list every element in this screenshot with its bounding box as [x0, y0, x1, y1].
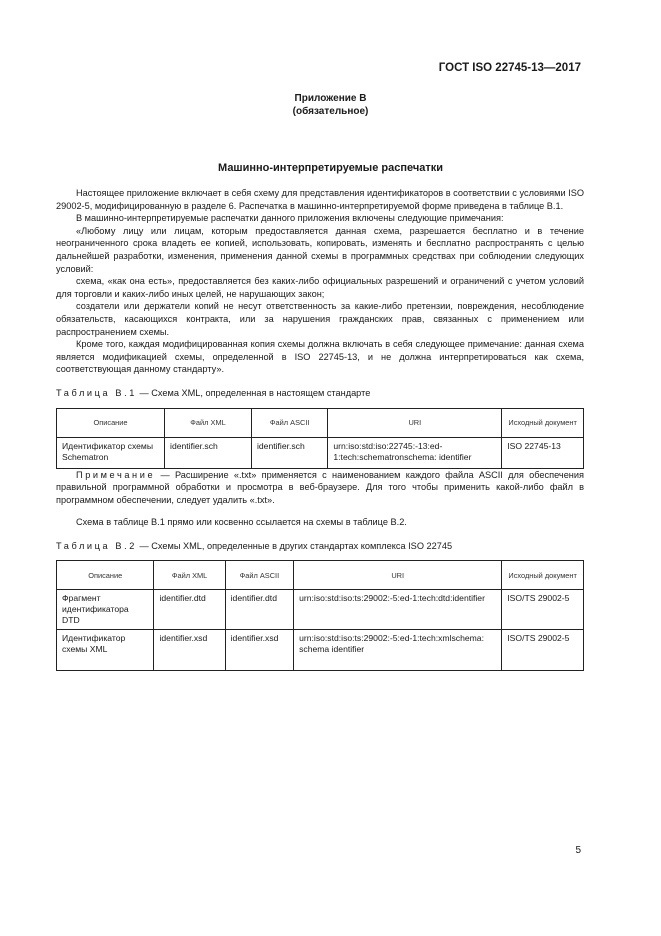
- header-cell: Описание: [57, 408, 165, 437]
- table-row: [57, 437, 584, 468]
- table1-caption: [56, 387, 584, 400]
- table-cell: ISO/TS 29002-5: [502, 590, 584, 630]
- table-cell: Фрагмент идентификатора DTD: [57, 590, 154, 630]
- paragraph: Настоящее приложение включает в себя схему для представления идентификаторов в соответствии с условиями ISO 29002-5, модифицированную в разделе 6. Распечатка в машинно-интерпретируемой форме приведена в таблице В.1.: [56, 188, 584, 211]
- paragraph: «Любому лицу или лицам, которым предоставляется данная схема, разрешается бесплатно и в течение неограниченного срока владеть ее копией, использовать, копировать, изменять и бесплатно распространять с целью дальнейшей разработки, изменения, применения данной схемы в программных средствах при соблюдении следующих условий:: [56, 225, 584, 274]
- paragraph: схема, «как она есть», предоставляется без каких-либо официальных разрешений и ограничений с учетом условий для торговли и каких-либо иных целей, не нарушающих закон;: [56, 276, 584, 299]
- table2-caption-text: — Схемы XML, определенные в других стандартах комплекса ISO 22745: [136, 540, 453, 551]
- appendix-heading: [0, 92, 661, 118]
- header-cell: URI: [294, 561, 502, 590]
- table1-caption-text: — Схема XML, определенная в настоящем стандарте: [136, 387, 371, 398]
- header-cell: Описание: [57, 561, 154, 590]
- table-cell: urn:iso:std:iso:22745:-13:ed-1:tech:schematronschema: identifier: [328, 437, 502, 468]
- paragraph: создатели или держатели копий не несут ответственность за какие-либо претензии, повреждения, несоблюдение обязательств, касающихся контракта, или за нарушения гражданских прав, связанных с применением или распространением схемы.: [56, 301, 584, 337]
- document-body: [56, 187, 584, 671]
- note: [56, 469, 584, 507]
- header-cell: Файл XML: [154, 561, 225, 590]
- header-cell: Файл ASCII: [251, 408, 327, 437]
- table-cell: urn:iso:std:iso:ts:29002:-5:ed-1:tech:xmlschema: schema identifier: [294, 630, 502, 671]
- appendix-subtitle: (обязательное): [292, 106, 369, 117]
- table-cell: identifier.sch: [165, 437, 252, 468]
- table2-caption: [56, 540, 584, 553]
- table1: [56, 408, 584, 469]
- table2-caption-label: Таблица В.2: [56, 540, 137, 551]
- table-header-row: [57, 408, 584, 437]
- header-cell: URI: [328, 408, 502, 437]
- table-cell: identifier.sch: [251, 437, 327, 468]
- document-header: ГОСТ ISO 22745-13—2017: [438, 62, 581, 74]
- table-cell: ISO 22745-13: [502, 437, 584, 468]
- table-cell: ISO/TS 29002-5: [502, 630, 584, 671]
- section-title: Машинно-интерпретируемые распечатки: [218, 162, 443, 174]
- table-row: [57, 630, 584, 671]
- appendix-title: Приложение В: [294, 93, 367, 104]
- table1-caption-label: Таблица В.1: [56, 387, 137, 398]
- header-cell: Исходный документ: [502, 561, 584, 590]
- table-cell: Идентификатор схемы Schematron: [57, 437, 165, 468]
- table-cell: urn:iso:std:iso:ts:29002:-5:ed-1:tech:dtd:identifier: [294, 590, 502, 630]
- header-cell: Исходный документ: [502, 408, 584, 437]
- table-cell: identifier.xsd: [154, 630, 225, 671]
- table-cell: identifier.dtd: [225, 590, 294, 630]
- header-cell: Файл XML: [165, 408, 252, 437]
- table-header-row: [57, 561, 584, 590]
- note-label: Примечание: [76, 469, 156, 480]
- table-cell: Идентификатор схемы XML: [57, 630, 154, 671]
- table-row: [57, 590, 584, 630]
- page-number: 5: [575, 845, 581, 856]
- table-cell: identifier.xsd: [225, 630, 294, 671]
- reference-paragraph: Схема в таблице В.1 прямо или косвенно ссылается на схемы в таблице В.2.: [76, 517, 407, 528]
- table-cell: identifier.dtd: [154, 590, 225, 630]
- header-cell: Файл ASCII: [225, 561, 294, 590]
- note-text: — Расширение «.txt» применяется с наименованием каждого файла ASCII для обеспечения правильной программной обработки и просмотра в веб-браузере. Для того чтобы применить какой-либо файл в программном обеспечении, следует удалить «.txt».: [56, 469, 584, 505]
- table2: [56, 560, 584, 671]
- paragraph: В машинно-интерпретируемые распечатки данного приложения включены следующие примечания:: [76, 213, 504, 224]
- paragraph: Кроме того, каждая модифицированная копия схемы должна включать в себя следующее примечание: данная схема является модификацией схемы, определенной в ISO 22745-13, и не должна интерпретироваться как схема, соответствующая данному стандарту».: [56, 339, 584, 375]
